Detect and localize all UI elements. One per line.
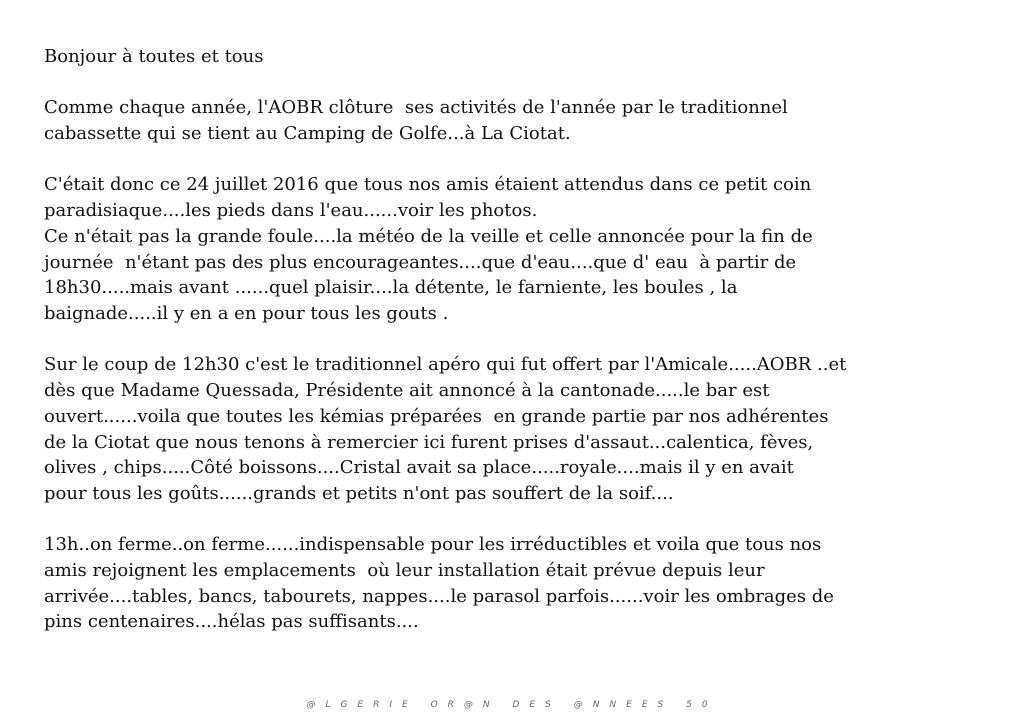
text-line: amis rejoignent les emplacements où leur installation était prévue depuis leur: [44, 560, 765, 581]
paragraph-spacer: [44, 327, 994, 353]
text-line: C'était donc ce 24 juillet 2016 que tous nos amis étaient attendus dans ce petit coin: [44, 174, 812, 196]
text-line: Comme chaque année, l'AOBR clôture ses activités de l'année par le traditionnel: [44, 97, 788, 119]
text-line: 18h30.....mais avant ......quel plaisir....la détente, le farniente, les boules , la: [44, 277, 738, 299]
text-line: pour tous les goûts......grands et petits n'ont pas souffert de la soif....: [44, 482, 674, 504]
paragraph-spacer: [44, 70, 994, 96]
text-line: paradisiaque....les pieds dans l'eau......voir les photos.: [44, 200, 538, 222]
paragraph-spacer: [44, 507, 994, 533]
text-line: ouvert......voila que toutes les kémias préparées en grande partie par nos adhérentes: [44, 405, 829, 427]
text-line: pins centenaires....hélas pas suffisants....: [44, 611, 419, 633]
paragraph-apero: [44, 352, 994, 506]
text-line: de la Ciotat que nous tenons à remercier ici furent prises d'assaut...calentica, fèves,: [44, 431, 814, 453]
paragraph-event-date: [44, 172, 994, 326]
text-line: olives , chips.....Côté boissons....Cristal avait sa place.....royale....mais il y en avait: [44, 457, 794, 479]
document-body: [44, 44, 994, 635]
paragraph-greeting: [44, 44, 994, 70]
text-line: baignade.....il y en a en pour tous les gouts .: [44, 303, 449, 324]
text-line: Bonjour à toutes et tous: [44, 46, 264, 67]
text-line: arrivée....tables, bancs, tabourets, nappes....le parasol parfois......voir les ombrages de: [44, 585, 834, 607]
paragraph-intro: [44, 95, 994, 146]
paragraph-spacer: [44, 147, 994, 173]
text-line: Sur le coup de 12h30 c'est le traditionnel apéro qui fut offert par l'Amicale.....AOBR ..et: [44, 354, 847, 376]
footer-watermark: @LGERIE OR@N DES @NNEES 50: [306, 700, 718, 710]
text-line: journée n'étant pas des plus encourageantes....que d'eau....que d' eau à partir de: [44, 251, 797, 273]
text-line: 13h..on ferme..on ferme......indispensable pour les irréductibles et voila que tous nos: [44, 534, 822, 556]
text-line: dès que Madame Quessada, Présidente ait annoncé à la cantonade.....le bar est: [44, 380, 770, 402]
text-line: cabassette qui se tient au Camping de Golfe...à La Ciotat.: [44, 123, 571, 145]
text-line: Ce n'était pas la grande foule....la météo de la veille et celle annoncée pour la fin de: [44, 225, 813, 247]
paragraph-lunch: [44, 532, 994, 635]
